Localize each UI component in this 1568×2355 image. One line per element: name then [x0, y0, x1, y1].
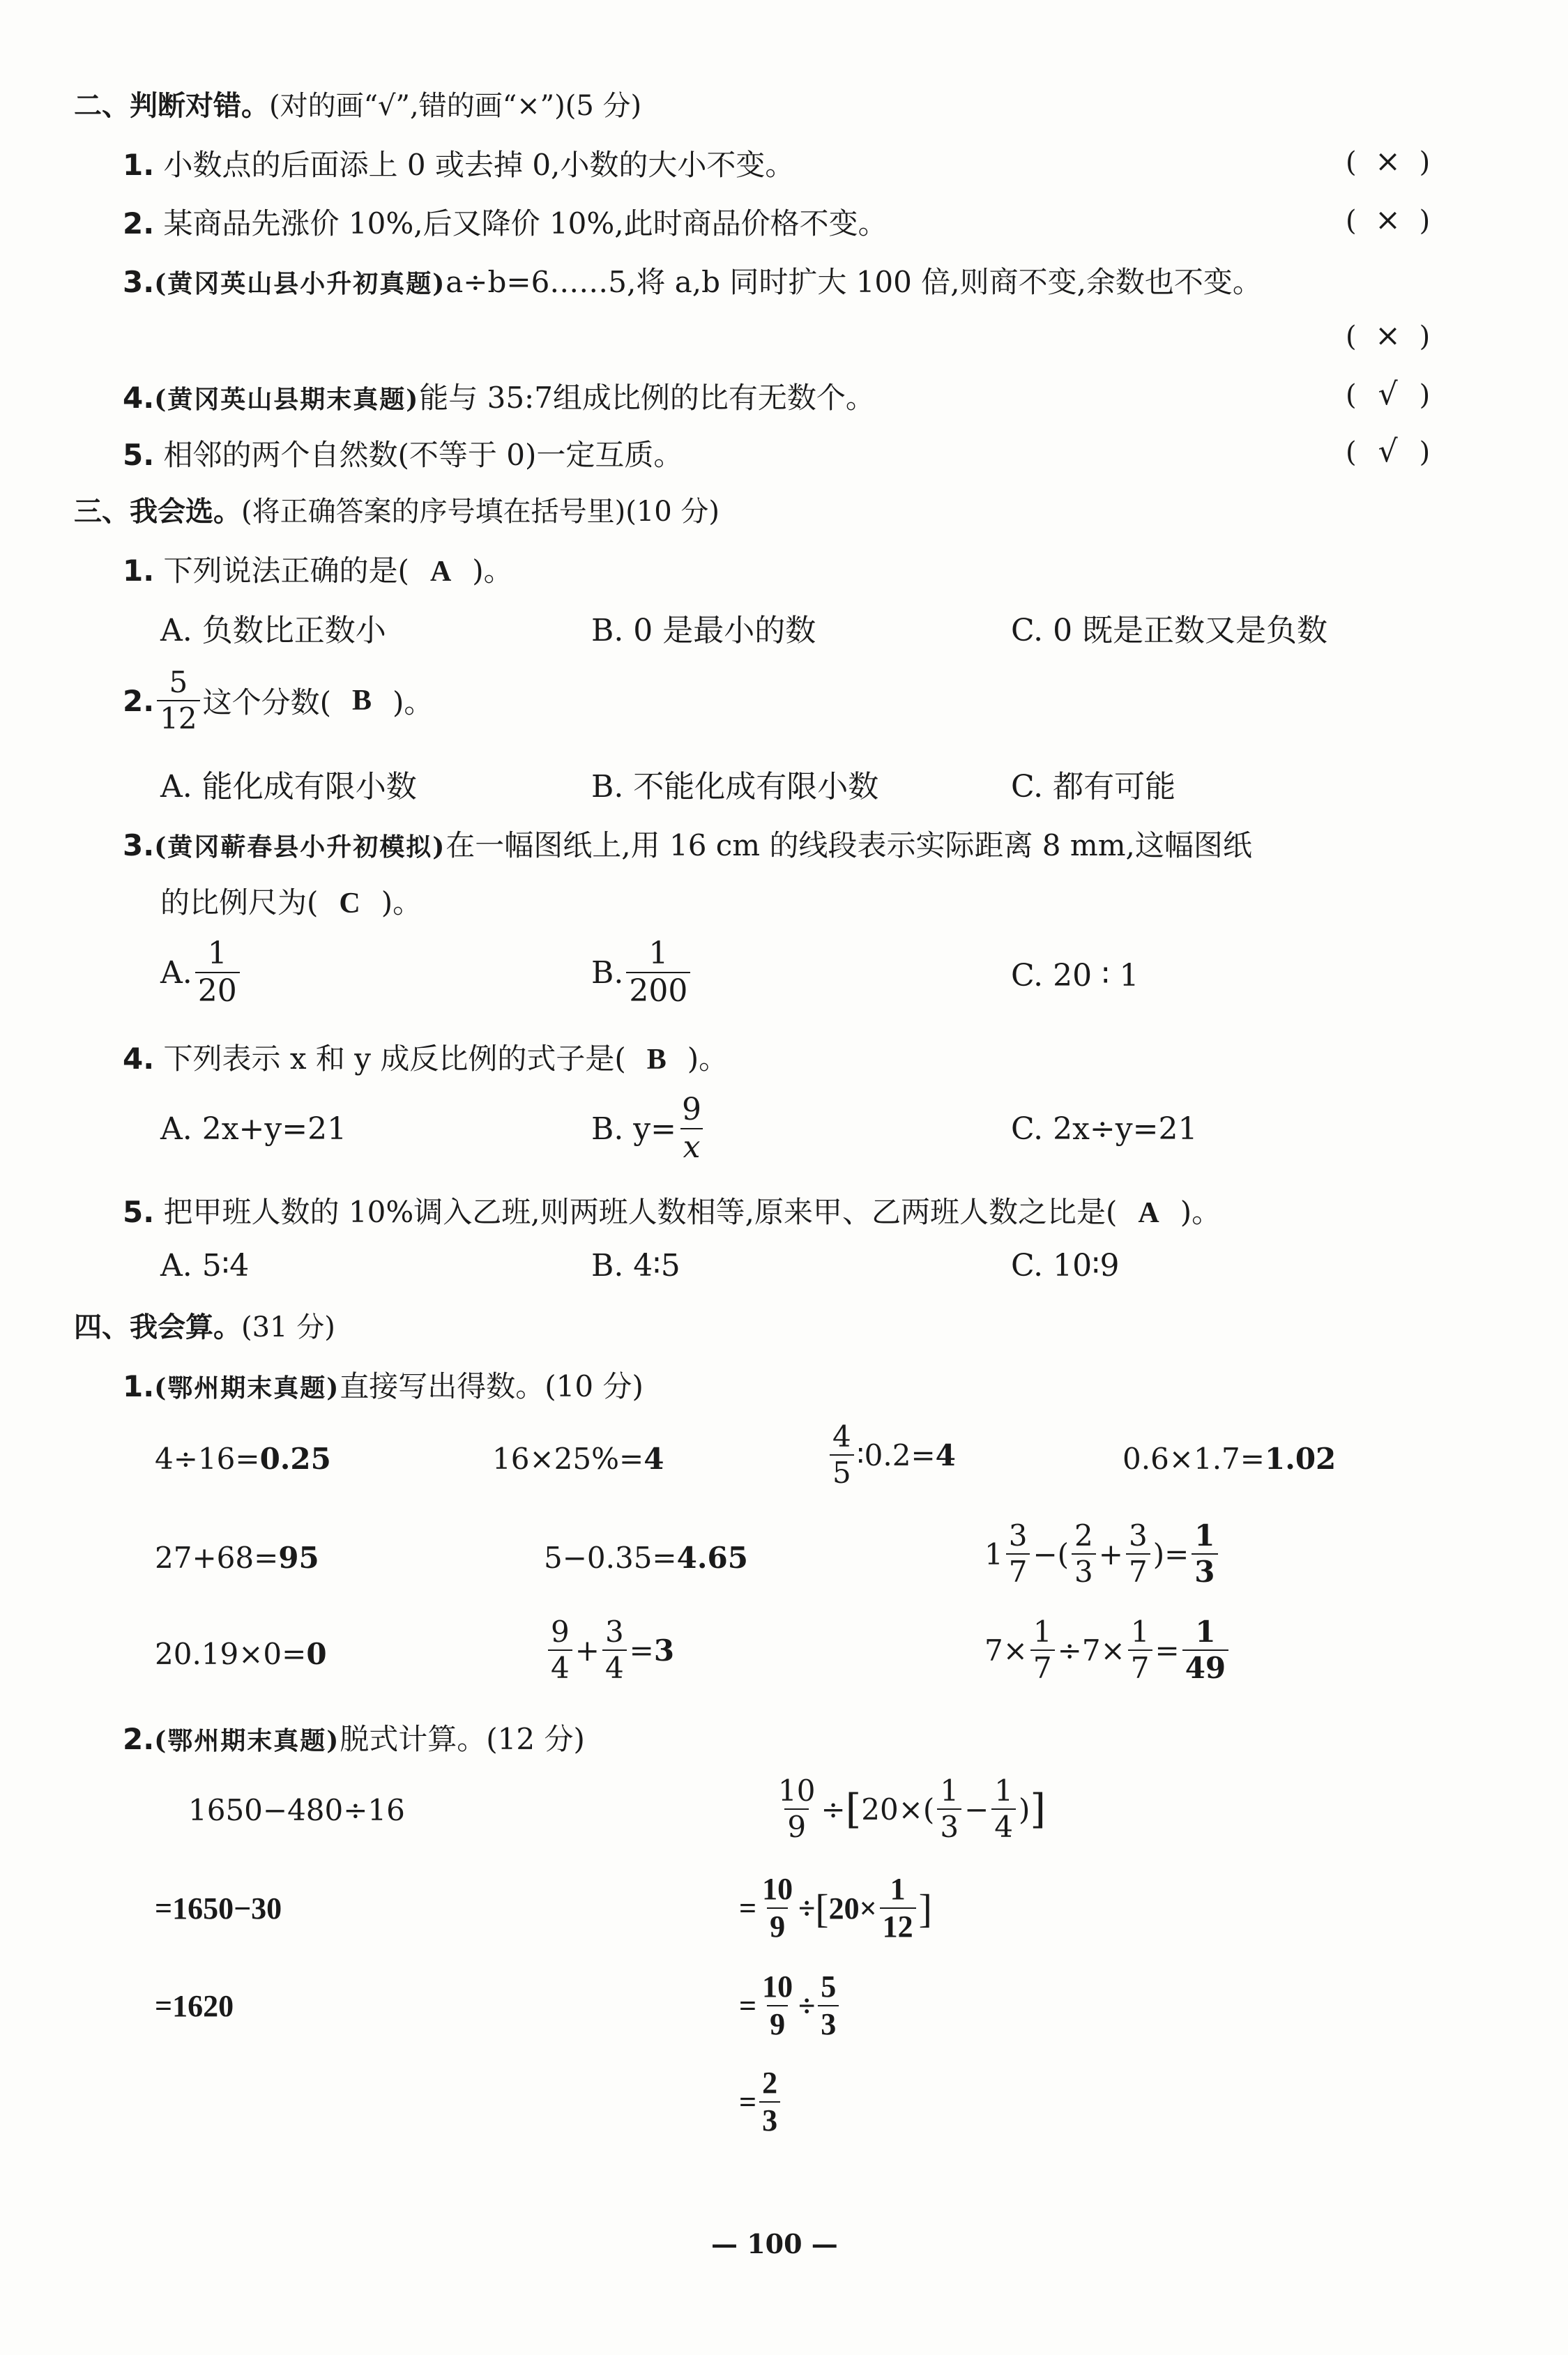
judge-answer-4 — [1346, 376, 1430, 412]
fraction — [1128, 1617, 1152, 1683]
fraction — [679, 1092, 704, 1165]
option-b — [591, 938, 693, 1007]
option-b: B. 0 是最小的数 — [591, 613, 816, 648]
item-number: 5. — [123, 438, 155, 472]
answer-letter: B — [646, 1044, 667, 1076]
denominator: 3 — [759, 2101, 780, 2136]
paren-open: ( — [1346, 321, 1357, 353]
operator: − — [964, 1792, 989, 1827]
option-a: A. 能化成有限小数 — [160, 769, 417, 805]
answer: 4 — [644, 1442, 664, 1476]
item-text: 这个分数( — [202, 685, 332, 719]
fraction — [1030, 1617, 1055, 1683]
item-text: 下列表示 x 和 y 成反比例的式子是( — [163, 1042, 626, 1076]
numerator: 1 — [1130, 1615, 1150, 1649]
item-number: 4. — [123, 381, 155, 415]
numerator: 2 — [1074, 1518, 1093, 1553]
denominator: 9 — [767, 1907, 788, 1942]
item-end: )。 — [1180, 1195, 1221, 1229]
judge-answer-5 — [1346, 434, 1430, 469]
judge-answer-1 — [1346, 144, 1430, 179]
paren-open: ( — [1346, 205, 1357, 237]
answer: 95 — [278, 1541, 319, 1575]
denominator: 7 — [1128, 1649, 1152, 1683]
fraction — [830, 1419, 854, 1490]
denominator: 20 — [195, 972, 240, 1007]
step-calc-left-line-2: =1650−30 — [155, 1891, 282, 1926]
denominator: 3 — [1072, 1553, 1096, 1587]
fraction — [759, 1874, 796, 1942]
fraction — [818, 1969, 839, 2041]
judge-answer-2 — [1346, 202, 1430, 238]
judge-item-5 — [123, 432, 683, 474]
expression: ÷7× — [1057, 1633, 1125, 1668]
paren-close: ) — [1419, 321, 1431, 353]
answer: 0 — [306, 1637, 327, 1671]
numerator: 3 — [1128, 1518, 1148, 1553]
numerator: 1 — [1194, 1518, 1215, 1553]
source-tag: (黄冈英山县期末真题) — [154, 385, 420, 414]
judge-item-3 — [123, 259, 1262, 301]
choice-q2 — [123, 665, 434, 736]
answer: 3 — [653, 1633, 675, 1668]
item-text: 的比例尺为( — [160, 885, 319, 920]
right-paren: ) — [1019, 1792, 1030, 1827]
item-text: a÷b=6……5,将 a,b 同时扩大 100 倍,则商不变,余数也不变。 — [446, 265, 1262, 299]
answer-letter: C — [339, 887, 360, 920]
check-mark: √ — [1378, 434, 1398, 469]
numerator: 1 — [207, 936, 227, 971]
option-c: C. 10∶9 — [1011, 1248, 1120, 1283]
operator: = — [1155, 1633, 1180, 1668]
denominator: x — [680, 1128, 703, 1163]
item-text: 脱式计算。(12 分) — [340, 1722, 585, 1756]
step-calc-right-line-2 — [739, 1874, 932, 1942]
denominator: 4 — [991, 1808, 1016, 1842]
item-number: 1. — [123, 148, 155, 182]
expression: 20× — [828, 1891, 877, 1926]
calc-part-1-title — [123, 1364, 644, 1405]
calc-r2c3 — [984, 1518, 1221, 1589]
numerator: 1 — [1195, 1615, 1216, 1649]
step-calc-right-line-4 — [739, 2068, 783, 2136]
judge-item-4 — [123, 375, 875, 417]
paren-open: ( — [1346, 436, 1357, 468]
denominator: 4 — [548, 1649, 572, 1683]
option-a: A. 2x+y=21 — [160, 1111, 347, 1147]
option-b: B. 不能化成有限小数 — [591, 769, 879, 805]
denominator: 3 — [818, 2005, 839, 2040]
numerator: 1 — [940, 1774, 959, 1808]
denominator: 3 — [1192, 1553, 1217, 1587]
left-bracket: [ — [845, 1785, 862, 1833]
paren-close: ) — [1419, 379, 1431, 411]
item-text: 在一幅图纸上,用 16 cm 的线段表示实际距离 8 mm,这幅图纸 — [446, 828, 1252, 862]
step-calc-left-line-3: =1620 — [155, 1989, 234, 2023]
item-number: 5. — [123, 1195, 155, 1229]
fraction — [626, 938, 690, 1007]
section-4-title — [74, 1305, 335, 1345]
denominator: 7 — [1030, 1649, 1055, 1683]
section-4-note: (31 分) — [241, 1311, 335, 1343]
source-tag: (鄂州期末真题) — [154, 1726, 340, 1755]
denominator: 4 — [602, 1649, 627, 1683]
option-c: C. 20 ∶ 1 — [1011, 958, 1139, 993]
option-label: B. — [591, 954, 624, 991]
option-label: A. — [160, 954, 192, 991]
calc-r1c4 — [1122, 1442, 1336, 1476]
left-bracket: [ — [815, 1885, 829, 1931]
expression: 20.19×0= — [155, 1637, 307, 1671]
answer: 4.65 — [676, 1541, 748, 1575]
operator: ÷ — [798, 1891, 816, 1926]
numerator: 1 — [994, 1774, 1013, 1808]
section-3-heading: 三、我会选。 — [74, 495, 241, 528]
answer-fraction — [1182, 1617, 1228, 1683]
answer-letter: A — [1138, 1197, 1159, 1229]
cross-mark: × — [1375, 202, 1401, 238]
section-2-heading: 二、判断对错。 — [74, 89, 269, 122]
answer-fraction — [1192, 1518, 1217, 1589]
item-text: 直接写出得数。(10 分) — [340, 1369, 644, 1403]
answer: 0.25 — [259, 1442, 331, 1476]
item-text: 把甲班人数的 10%调入乙班,则两班人数相等,原来甲、乙两班人数之比是( — [163, 1195, 1118, 1229]
denominator: 200 — [626, 972, 690, 1007]
item-text: 某商品先涨价 10%,后又降价 10%,此时商品价格不变。 — [163, 206, 888, 241]
cross-mark: × — [1375, 318, 1401, 353]
expression: 5−0.35= — [544, 1541, 677, 1575]
calc-r1c2 — [492, 1442, 664, 1476]
paren-open: ( — [1346, 379, 1357, 411]
denominator: 5 — [830, 1454, 854, 1488]
denominator: 12 — [157, 700, 199, 733]
fraction — [759, 1969, 796, 2041]
paren-open: ( — [1346, 146, 1357, 178]
fraction — [775, 1776, 818, 1842]
section-2-title — [74, 84, 641, 123]
fraction — [880, 1874, 916, 1942]
numerator: 10 — [762, 1969, 793, 2004]
option-c: C. 0 既是正数又是负数 — [1011, 613, 1328, 648]
numerator: 10 — [762, 1872, 793, 1906]
numerator: 9 — [682, 1092, 702, 1127]
denominator: 7 — [1126, 1553, 1150, 1587]
fraction — [1126, 1518, 1150, 1589]
item-end: )。 — [393, 685, 434, 719]
numerator: 3 — [604, 1615, 624, 1649]
option-a: A. 负数比正数小 — [160, 613, 386, 648]
judge-answer-3 — [1346, 318, 1430, 353]
item-text: 小数点的后面添上 0 或去掉 0,小数的大小不变。 — [163, 148, 795, 182]
page-number: — 100 — — [711, 2228, 838, 2259]
operator: −( — [1033, 1537, 1070, 1571]
operator: = — [629, 1633, 654, 1668]
numerator: 1 — [890, 1872, 906, 1906]
numerator: 9 — [551, 1615, 570, 1649]
numerator: 1 — [1033, 1615, 1052, 1649]
denominator: 3 — [937, 1808, 961, 1842]
expression: 0.6×1.7= — [1122, 1442, 1265, 1476]
item-number: 3. — [123, 265, 155, 299]
option-c: C. 2x÷y=21 — [1011, 1111, 1198, 1147]
fraction — [1072, 1518, 1096, 1589]
operator: = — [739, 1891, 757, 1926]
choice-q1 — [123, 548, 513, 590]
choice-q3 — [123, 823, 1252, 864]
choice-q3-line2 — [160, 880, 422, 922]
answer: 1.02 — [1264, 1442, 1337, 1476]
operator: )= — [1152, 1537, 1189, 1571]
operator: + — [574, 1633, 600, 1668]
right-bracket: ] — [918, 1885, 932, 1931]
calc-part-2-title — [123, 1716, 585, 1758]
numerator: 5 — [169, 665, 188, 699]
item-end: )。 — [687, 1042, 729, 1076]
item-text: 下列说法正确的是( — [163, 554, 409, 588]
item-number: 1. — [123, 1369, 155, 1403]
fraction — [195, 938, 240, 1007]
operator: ÷ — [798, 1988, 816, 2023]
answer: 4 — [935, 1438, 956, 1472]
paren-close: ) — [1419, 205, 1431, 237]
step-calc-right-line-1 — [772, 1776, 1046, 1842]
option-a: A. 5∶4 — [160, 1248, 250, 1283]
fraction — [602, 1617, 627, 1683]
section-4-heading: 四、我会算。 — [74, 1311, 241, 1343]
item-end: )。 — [472, 554, 513, 588]
calc-r1c3 — [827, 1419, 956, 1490]
right-bracket: ] — [1030, 1785, 1046, 1833]
fraction — [548, 1617, 572, 1683]
paren-close: ) — [1419, 146, 1431, 178]
option-b — [591, 1092, 707, 1165]
operator: = — [739, 1988, 757, 2023]
operator: ÷ — [821, 1792, 846, 1827]
denominator: 49 — [1182, 1649, 1228, 1683]
expression: 27+68= — [155, 1541, 279, 1575]
calc-r2c2 — [544, 1541, 748, 1575]
answer-fraction — [759, 2068, 780, 2136]
numerator: 1 — [648, 936, 669, 971]
option-b: B. 4∶5 — [591, 1248, 680, 1283]
denominator: 9 — [784, 1808, 809, 1842]
calc-r1c1 — [155, 1442, 331, 1476]
option-label: B. y= — [591, 1111, 677, 1147]
expression: 16×25%= — [492, 1442, 644, 1476]
check-mark: √ — [1378, 376, 1398, 412]
expression: 20×( — [861, 1792, 935, 1827]
expression: ∶0.2= — [856, 1438, 936, 1472]
expression: 7× — [984, 1633, 1028, 1668]
item-number: 2. — [123, 206, 155, 241]
fraction — [937, 1776, 961, 1842]
fraction — [991, 1776, 1016, 1842]
item-text: 相邻的两个自然数(不等于 0)一定互质。 — [163, 438, 683, 472]
fraction — [157, 665, 199, 736]
step-calc-left-line-1: 1650−480÷16 — [188, 1793, 405, 1827]
calc-r3c3 — [984, 1617, 1231, 1683]
section-3-title — [74, 489, 720, 529]
calc-r2c1 — [155, 1541, 319, 1575]
item-end: )。 — [381, 885, 423, 920]
item-number: 2. — [123, 683, 155, 718]
operator: = — [739, 2085, 757, 2119]
paren-close: ) — [1419, 436, 1431, 468]
calc-r3c2 — [545, 1617, 674, 1683]
source-tag: (黄冈英山县小升初真题) — [154, 269, 446, 298]
option-a — [160, 938, 243, 1007]
source-tag: (黄冈蕲春县小升初模拟) — [154, 832, 446, 862]
choice-q5 — [123, 1189, 1221, 1231]
answer-letter: A — [429, 556, 452, 588]
section-3-note: (将正确答案的序号填在括号里)(10 分) — [241, 496, 720, 528]
item-number: 3. — [123, 828, 155, 862]
item-number: 2. — [123, 1722, 155, 1756]
option-c: C. 都有可能 — [1011, 769, 1176, 805]
judge-item-2 — [123, 201, 888, 243]
item-text: 能与 35:7组成比例的比有无数个。 — [419, 381, 875, 415]
source-tag: (鄂州期末真题) — [154, 1373, 340, 1403]
judge-item-1 — [123, 142, 794, 184]
cross-mark: × — [1375, 144, 1401, 179]
numerator: 3 — [1008, 1518, 1028, 1553]
operator: + — [1098, 1537, 1123, 1571]
numerator: 2 — [762, 2066, 778, 2100]
denominator: 9 — [767, 2005, 788, 2040]
denominator: 12 — [880, 1907, 916, 1942]
step-calc-right-line-3 — [739, 1969, 842, 2041]
fraction — [1006, 1518, 1030, 1589]
section-2-note: (对的画“√”,错的画“×”)(5 分) — [269, 90, 642, 122]
whole-number: 1 — [984, 1537, 1003, 1571]
item-number: 1. — [123, 554, 155, 588]
answer-letter: B — [352, 685, 372, 717]
expression: 4÷16= — [155, 1442, 260, 1476]
numerator: 5 — [821, 1969, 837, 2004]
item-number: 4. — [123, 1042, 155, 1076]
calc-r3c1 — [155, 1637, 327, 1671]
numerator: 10 — [778, 1774, 816, 1808]
numerator: 4 — [832, 1419, 851, 1454]
choice-q4 — [123, 1036, 728, 1078]
denominator: 7 — [1006, 1553, 1030, 1587]
